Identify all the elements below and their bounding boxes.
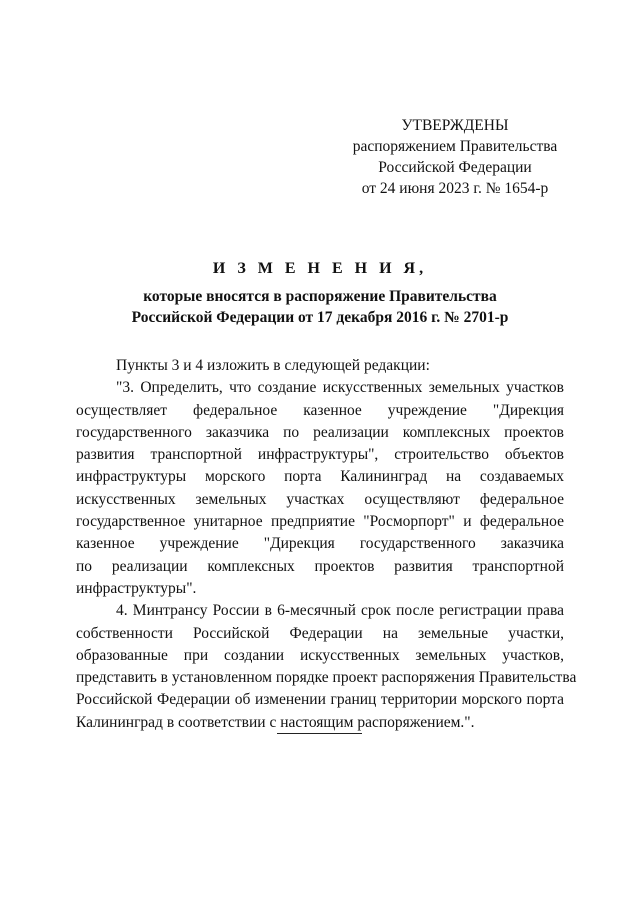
subtitle-line: которые вносятся в распоряжение Правительства (143, 288, 497, 305)
subtitle-line: Российской Федерации от 17 декабря 2016 г. № 2701-р (131, 309, 509, 326)
document-subtitle (60, 286, 580, 328)
paragraph-line: казенное учреждение "Дирекция государственного заказчика (76, 535, 564, 553)
paragraph-line: инфраструктуры". (76, 579, 197, 597)
approval-country: Российской Федерации (378, 159, 532, 176)
paragraph-line: развития транспортной инфраструктуры", строительство объектов (76, 446, 564, 464)
intro-paragraph (76, 355, 564, 377)
paragraph-line: осуществляет федеральное казенное учреждение "Дирекция (76, 401, 564, 419)
document-title: И З М Е Н Е Н И Я, (212, 260, 428, 277)
paragraph-line: по реализации комплексных проектов развития транспортной (76, 557, 564, 575)
paragraph-line: собственности Российской Федерации на земельные участки, (76, 624, 564, 642)
paragraph-line: искусственных земельных участках осуществляют федеральное (76, 490, 564, 508)
paragraph-line: инфраструктуры морского порта Калининград на создаваемых (76, 468, 564, 486)
approval-authority: распоряжением Правительства (352, 138, 558, 155)
paragraph-line: государственное унитарное предприятие "Росморпорт" и федеральное (76, 513, 564, 531)
approval-stamp-block (340, 115, 570, 199)
paragraph-line: Пункты 3 и 4 изложить в следующей редакции: (116, 357, 430, 374)
paragraph-line: образованные при создании искусственных земельных участков, (76, 646, 564, 664)
paragraph-line: представить в установленном порядке проект распоряжения Правительства (76, 669, 577, 687)
document-body (76, 355, 577, 734)
paragraph-line: "3. Определить, что создание искусственных земельных участков (116, 379, 564, 397)
paragraph-line: 4. Минтрансу России в 6-месячный срок после регистрации права (116, 602, 564, 620)
end-separator-line (277, 733, 362, 734)
paragraph-line: государственного заказчика по реализации комплексных проектов (76, 423, 564, 441)
approval-title: УТВЕРЖДЕНЫ (401, 117, 509, 134)
paragraph-line: Российской Федерации об изменении границ территории морского порта (76, 691, 564, 709)
approval-date-number: от 24 июня 2023 г. № 1654-р (361, 180, 549, 197)
clause-3-paragraph (76, 377, 564, 600)
clause-4-paragraph (76, 600, 577, 734)
paragraph-line: Калининград в соответствии с настоящим распоряжением.". (76, 713, 475, 731)
